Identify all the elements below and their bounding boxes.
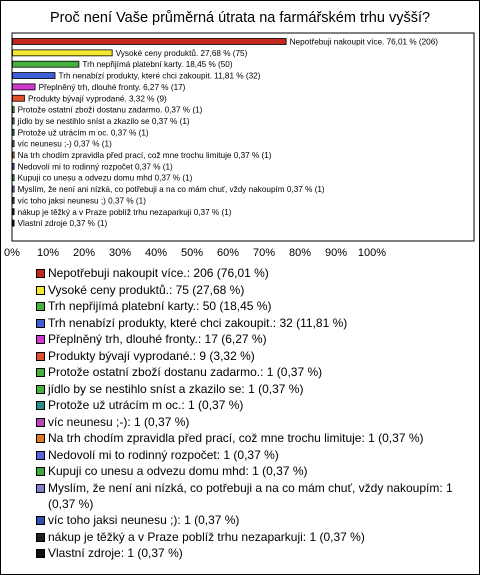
legend-label: Vysoké ceny produktů.: 75 (27,68 %) — [48, 282, 245, 297]
bar-label: víc toho jaksi neunesu ;) 0,37 % (1) — [17, 196, 146, 206]
bar — [13, 50, 113, 56]
legend-swatch — [36, 368, 45, 377]
bar-chart — [0, 0, 480, 262]
x-tick-label: 20% — [72, 247, 96, 259]
bar — [13, 152, 15, 158]
bar-label: Trh nepřijímá platební karty. 18,45 % (50) — [82, 60, 233, 70]
bar-label: Nedovolí mi to rodinný rozpočet 0,37 % (1) — [17, 162, 173, 172]
legend-label: Protože už utrácím m oc.: 1 (0,37 %) — [48, 398, 244, 412]
legend-swatch — [36, 302, 45, 311]
bar-label: víc neunesu ;-) 0,37 % (1) — [17, 139, 112, 149]
legend-swatch — [36, 516, 45, 525]
x-tick-label: 90% — [324, 247, 348, 259]
legend-swatch — [36, 451, 45, 460]
bar-label: nákup je těžký a v Praze poblíž trhu nezaparkuji 0,37 % (1) — [17, 207, 232, 217]
x-tick-label: 40% — [144, 247, 168, 259]
legend-swatch — [36, 533, 45, 542]
legend-label: Myslím, že není ani nízká, co potřebuji a na co mám chuť, vždy nakoupím: 1 (0,37 %) — [48, 480, 453, 511]
bar — [13, 186, 15, 192]
legend-label: Přeplněný trh, dlouhé fronty.: 17 (6,27 %) — [48, 332, 267, 346]
legend-swatch — [36, 549, 45, 558]
bar — [13, 175, 15, 181]
bar-label: Nepotřebuji nakoupit více. 76,01 % (206) — [289, 37, 439, 47]
bar-label: Protože ostatní zboží dostanu zadarmo. 0,37 % (1) — [17, 105, 203, 115]
bar-label: jídlo by se nestihlo sníst a zkazilo se 0,37 % (1) — [17, 116, 190, 126]
legend-label: Produkty bývají vyprodané.: 9 (3,32 %) — [48, 348, 255, 363]
bar-label: Protože už utrácím m oc. 0,37 % (1) — [17, 128, 149, 138]
legend-item — [36, 348, 466, 364]
x-tick-label: 80% — [288, 247, 312, 259]
bar — [13, 129, 15, 135]
legend-swatch — [36, 467, 45, 476]
bar-label: Vysoké ceny produktů. 27,68 % (75) — [115, 48, 248, 58]
legend-swatch — [36, 335, 45, 344]
legend-swatch — [36, 434, 45, 443]
legend-label: Nedovolí mi to rodinný rozpočet: 1 (0,37 %) — [48, 447, 279, 462]
legend-item — [36, 331, 466, 347]
legend-label: Protože ostatní zboží dostanu zadarmo.: 1 (0,37 %) — [48, 365, 323, 379]
x-tick-label: 30% — [108, 247, 132, 259]
legend-label: Trh nenabízí produkty, které chci zakoupit.: 32 (11,81 %) — [48, 315, 348, 330]
bar — [13, 141, 15, 147]
bar-label: Na trh chodím zpravidla před prací, což mne trochu limituje 0,37 % (1) — [17, 151, 272, 160]
legend-label: Na trh chodím zpravidla před prací, což mne trochu limituje: 1 (0,37 %) — [48, 431, 424, 445]
legend-item — [36, 381, 466, 397]
bar-label: Trh nenabízí produkty, které chci zakoupit. 11,81 % (32) — [58, 71, 261, 81]
chart-legend — [36, 265, 466, 562]
bar-label: Kupuji co unesu a odvezu domu mhd 0,37 % (1) — [17, 173, 193, 183]
legend-label: nákup je těžký a v Praze poblíž trhu nezaparkuji: 1 (0,37 %) — [48, 529, 365, 544]
bar-label: Vlastní zdroje 0,37 % (1) — [17, 219, 108, 229]
legend-label: víc neunesu ;-): 1 (0,37 %) — [48, 414, 190, 429]
bar — [13, 61, 79, 67]
legend-item — [36, 364, 466, 380]
bar — [13, 118, 15, 124]
legend-item — [36, 447, 466, 463]
legend-item — [36, 430, 466, 446]
bar — [13, 39, 287, 45]
legend-label: Kupuji co unesu a odvezu domu mhd: 1 (0,37 %) — [48, 464, 308, 478]
legend-item — [36, 414, 466, 430]
legend-swatch — [36, 484, 45, 493]
legend-label: víc toho jaksi neunesu ;): 1 (0,37 %) — [48, 513, 240, 527]
legend-label: jídlo by se nestihlo sníst a zkazilo se: 1 (0,37 %) — [48, 381, 304, 396]
legend-item — [36, 265, 466, 281]
x-tick-label: 100% — [357, 247, 387, 259]
legend-item — [36, 282, 466, 298]
x-tick-label: 0% — [4, 247, 20, 259]
bar — [13, 220, 15, 226]
legend-swatch — [36, 352, 45, 361]
x-tick-label: 70% — [252, 247, 276, 259]
legend-label: Nepotřebuji nakoupit více.: 206 (76,01 %) — [48, 266, 269, 280]
legend-item — [36, 298, 466, 314]
x-tick-label: 10% — [36, 247, 60, 259]
legend-swatch — [36, 401, 45, 410]
legend-item — [36, 545, 466, 561]
bar — [13, 84, 36, 90]
legend-label: Vlastní zdroje: 1 (0,37 %) — [48, 546, 183, 560]
bar — [13, 209, 15, 215]
x-tick-label: 50% — [180, 247, 204, 259]
legend-label: Trh nepřijímá platební karty.: 50 (18,45 %) — [48, 299, 272, 313]
chart-title: Proč není Vaše průměrná útrata na farmářském trhu vyšší? — [49, 10, 431, 26]
legend-item — [36, 315, 466, 331]
legend-item — [36, 480, 466, 512]
bar — [13, 73, 56, 79]
legend-swatch — [36, 418, 45, 427]
legend-swatch — [36, 385, 45, 394]
legend-item — [36, 463, 466, 479]
legend-item — [36, 529, 466, 545]
legend-item — [36, 512, 466, 528]
bar — [13, 95, 25, 101]
legend-swatch — [36, 269, 45, 278]
x-tick-label: 60% — [216, 247, 240, 259]
bar-label: Myslím, že není ani nízká, co potřebuji a na co mám chuť, vždy nakoupím 0,37 % (1) — [17, 185, 325, 195]
legend-swatch — [36, 319, 45, 328]
legend-swatch — [36, 286, 45, 295]
bar-label: Produkty bývají vyprodané. 3,32 % (9) — [27, 94, 167, 104]
bar — [13, 197, 15, 203]
bar — [13, 107, 15, 113]
legend-item — [36, 397, 466, 413]
bar — [13, 163, 15, 169]
bar-label: Přeplněný trh, dlouhé fronty. 6,27 % (17) — [38, 82, 186, 92]
